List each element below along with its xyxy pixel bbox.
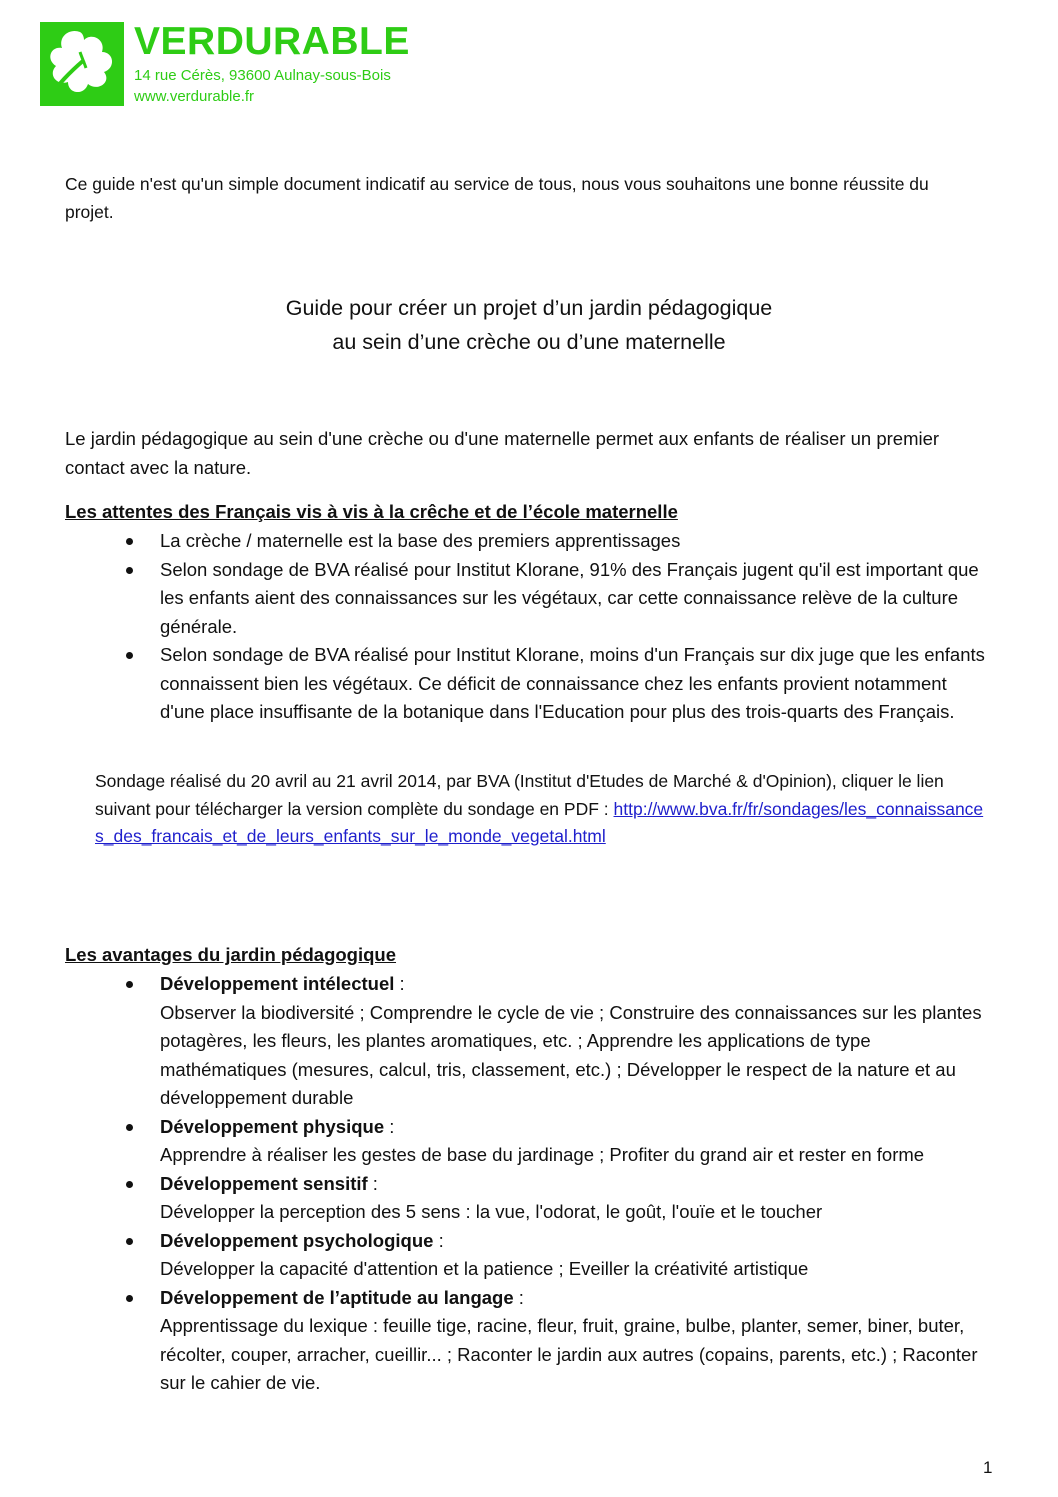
list-item-text: Apprentissage du lexique : feuille tige, racine, fleur, fruit, graine, bulbe, planter, semer, biner, buter, récolter, couper, arracher, cueillir... ; Raconter le jardin aux autres (copains, parents, etc.) ; Raconter sur le cahier de vie. bbox=[160, 1315, 978, 1393]
list-item-label: Développement de l’aptitude au langage bbox=[160, 1286, 514, 1308]
list-item-label: Développement psychologique bbox=[160, 1229, 434, 1251]
avantages-list bbox=[65, 970, 995, 1398]
lead-paragraph: Le jardin pédagogique au sein d'une crèche ou d'une maternelle permet aux enfants de réaliser un premier contact avec la nature. bbox=[65, 428, 940, 478]
list-item-text: Développer la capacité d'attention et la patience ; Eveiller la créativité artistique bbox=[160, 1258, 809, 1279]
list-item bbox=[65, 1170, 995, 1227]
brand-name: VERDURABLE bbox=[134, 20, 410, 63]
list-item-separator: : bbox=[367, 1172, 378, 1194]
bullet-icon bbox=[126, 1295, 133, 1302]
section-heading-attentes: Les attentes des Français vis à vis à la crêche et de l’école maternelle bbox=[65, 501, 678, 522]
survey-note bbox=[95, 768, 988, 851]
list-item-text: La crèche / maternelle est la base des premiers apprentissages bbox=[160, 530, 681, 551]
list-item-label: Développement sensitif bbox=[160, 1172, 368, 1194]
survey-text: Sondage réalisé du 20 avril au 21 avril 2014, par BVA (Institut d'Etudes de Marché & d'Opinion), cliquer le lien suivant pour télécharger la version complète du sondage en PDF : bbox=[95, 771, 944, 819]
list-item-separator: : bbox=[394, 973, 405, 994]
section-heading-avantages: Les avantages du jardin pédagogique bbox=[65, 944, 397, 965]
brand-website: www.verdurable.fr bbox=[134, 88, 255, 105]
list-item-text: Développer la perception des 5 sens : la vue, l'odorat, le goût, l'ouïe et le toucher bbox=[160, 1201, 823, 1222]
bullet-icon bbox=[126, 1181, 133, 1188]
list-item bbox=[65, 641, 995, 727]
list-item-separator: : bbox=[384, 1115, 395, 1137]
survey-link[interactable]: http://www.bva.fr/fr/sondages/les_connaissances_des_francais_et_de_leurs_enfants_sur_le_monde_vegetal.html bbox=[95, 798, 984, 846]
page-number: 1 bbox=[983, 1458, 993, 1477]
list-item bbox=[65, 1227, 995, 1284]
bullet-icon bbox=[126, 567, 133, 574]
list-item-separator: : bbox=[513, 1286, 524, 1308]
list-item-text: Apprendre à réaliser les gestes de base du jardinage ; Profiter du grand air et rester en forme bbox=[160, 1144, 925, 1165]
list-item-text: Observer la biodiversité ; Comprendre le cycle de vie ; Construire des connaissances sur les plantes potagères, les fleurs, les plantes aromatiques, etc. ; Apprendre les applications de type mathématiques (mesures, calcul, tris, classement, etc.) ; Développer le respect de la nature et au développement durable bbox=[160, 1001, 982, 1108]
list-item-label: Développement physique bbox=[160, 1115, 385, 1137]
list-item bbox=[65, 970, 995, 1113]
attentes-list bbox=[65, 527, 995, 727]
brand-address: 14 rue Cérès, 93600 Aulnay-sous-Bois bbox=[134, 67, 391, 84]
list-item-text: Selon sondage de BVA réalisé pour Institut Klorane, 91% des Français jugent qu'il est important que les enfants aient des connaissances sur les végétaux, car cette connaissance relève de la culture générale. bbox=[160, 558, 979, 637]
document-title-line-1: Guide pour créer un projet d’un jardin pédagogique bbox=[285, 296, 773, 320]
leaf-logo-icon bbox=[40, 22, 124, 106]
list-item bbox=[65, 556, 995, 642]
document-title-line-2: au sein d’une crèche ou d’une maternelle bbox=[332, 330, 726, 354]
intro-note: Ce guide n'est qu'un simple document indicatif au service de tous, nous vous souhaitons une bonne réussite du projet. bbox=[65, 174, 929, 222]
bullet-icon bbox=[126, 652, 133, 659]
list-item-text: Selon sondage de BVA réalisé pour Institut Klorane, moins d'un Français sur dix juge que les enfants connaissent bien les végétaux. Ce déficit de connaissance chez les enfants provient notamment d'une place insuffisante de la botanique dans l'Education pour plus des trois-quarts des Français. bbox=[160, 644, 985, 722]
bullet-icon bbox=[126, 1238, 133, 1245]
bullet-icon bbox=[126, 981, 133, 988]
bullet-icon bbox=[126, 538, 133, 545]
list-item-label: Développement intélectuel bbox=[160, 973, 395, 994]
list-item bbox=[65, 1113, 995, 1170]
list-item bbox=[65, 527, 995, 556]
list-item bbox=[65, 1284, 995, 1398]
list-item-separator: : bbox=[433, 1229, 444, 1251]
bullet-icon bbox=[126, 1124, 133, 1131]
